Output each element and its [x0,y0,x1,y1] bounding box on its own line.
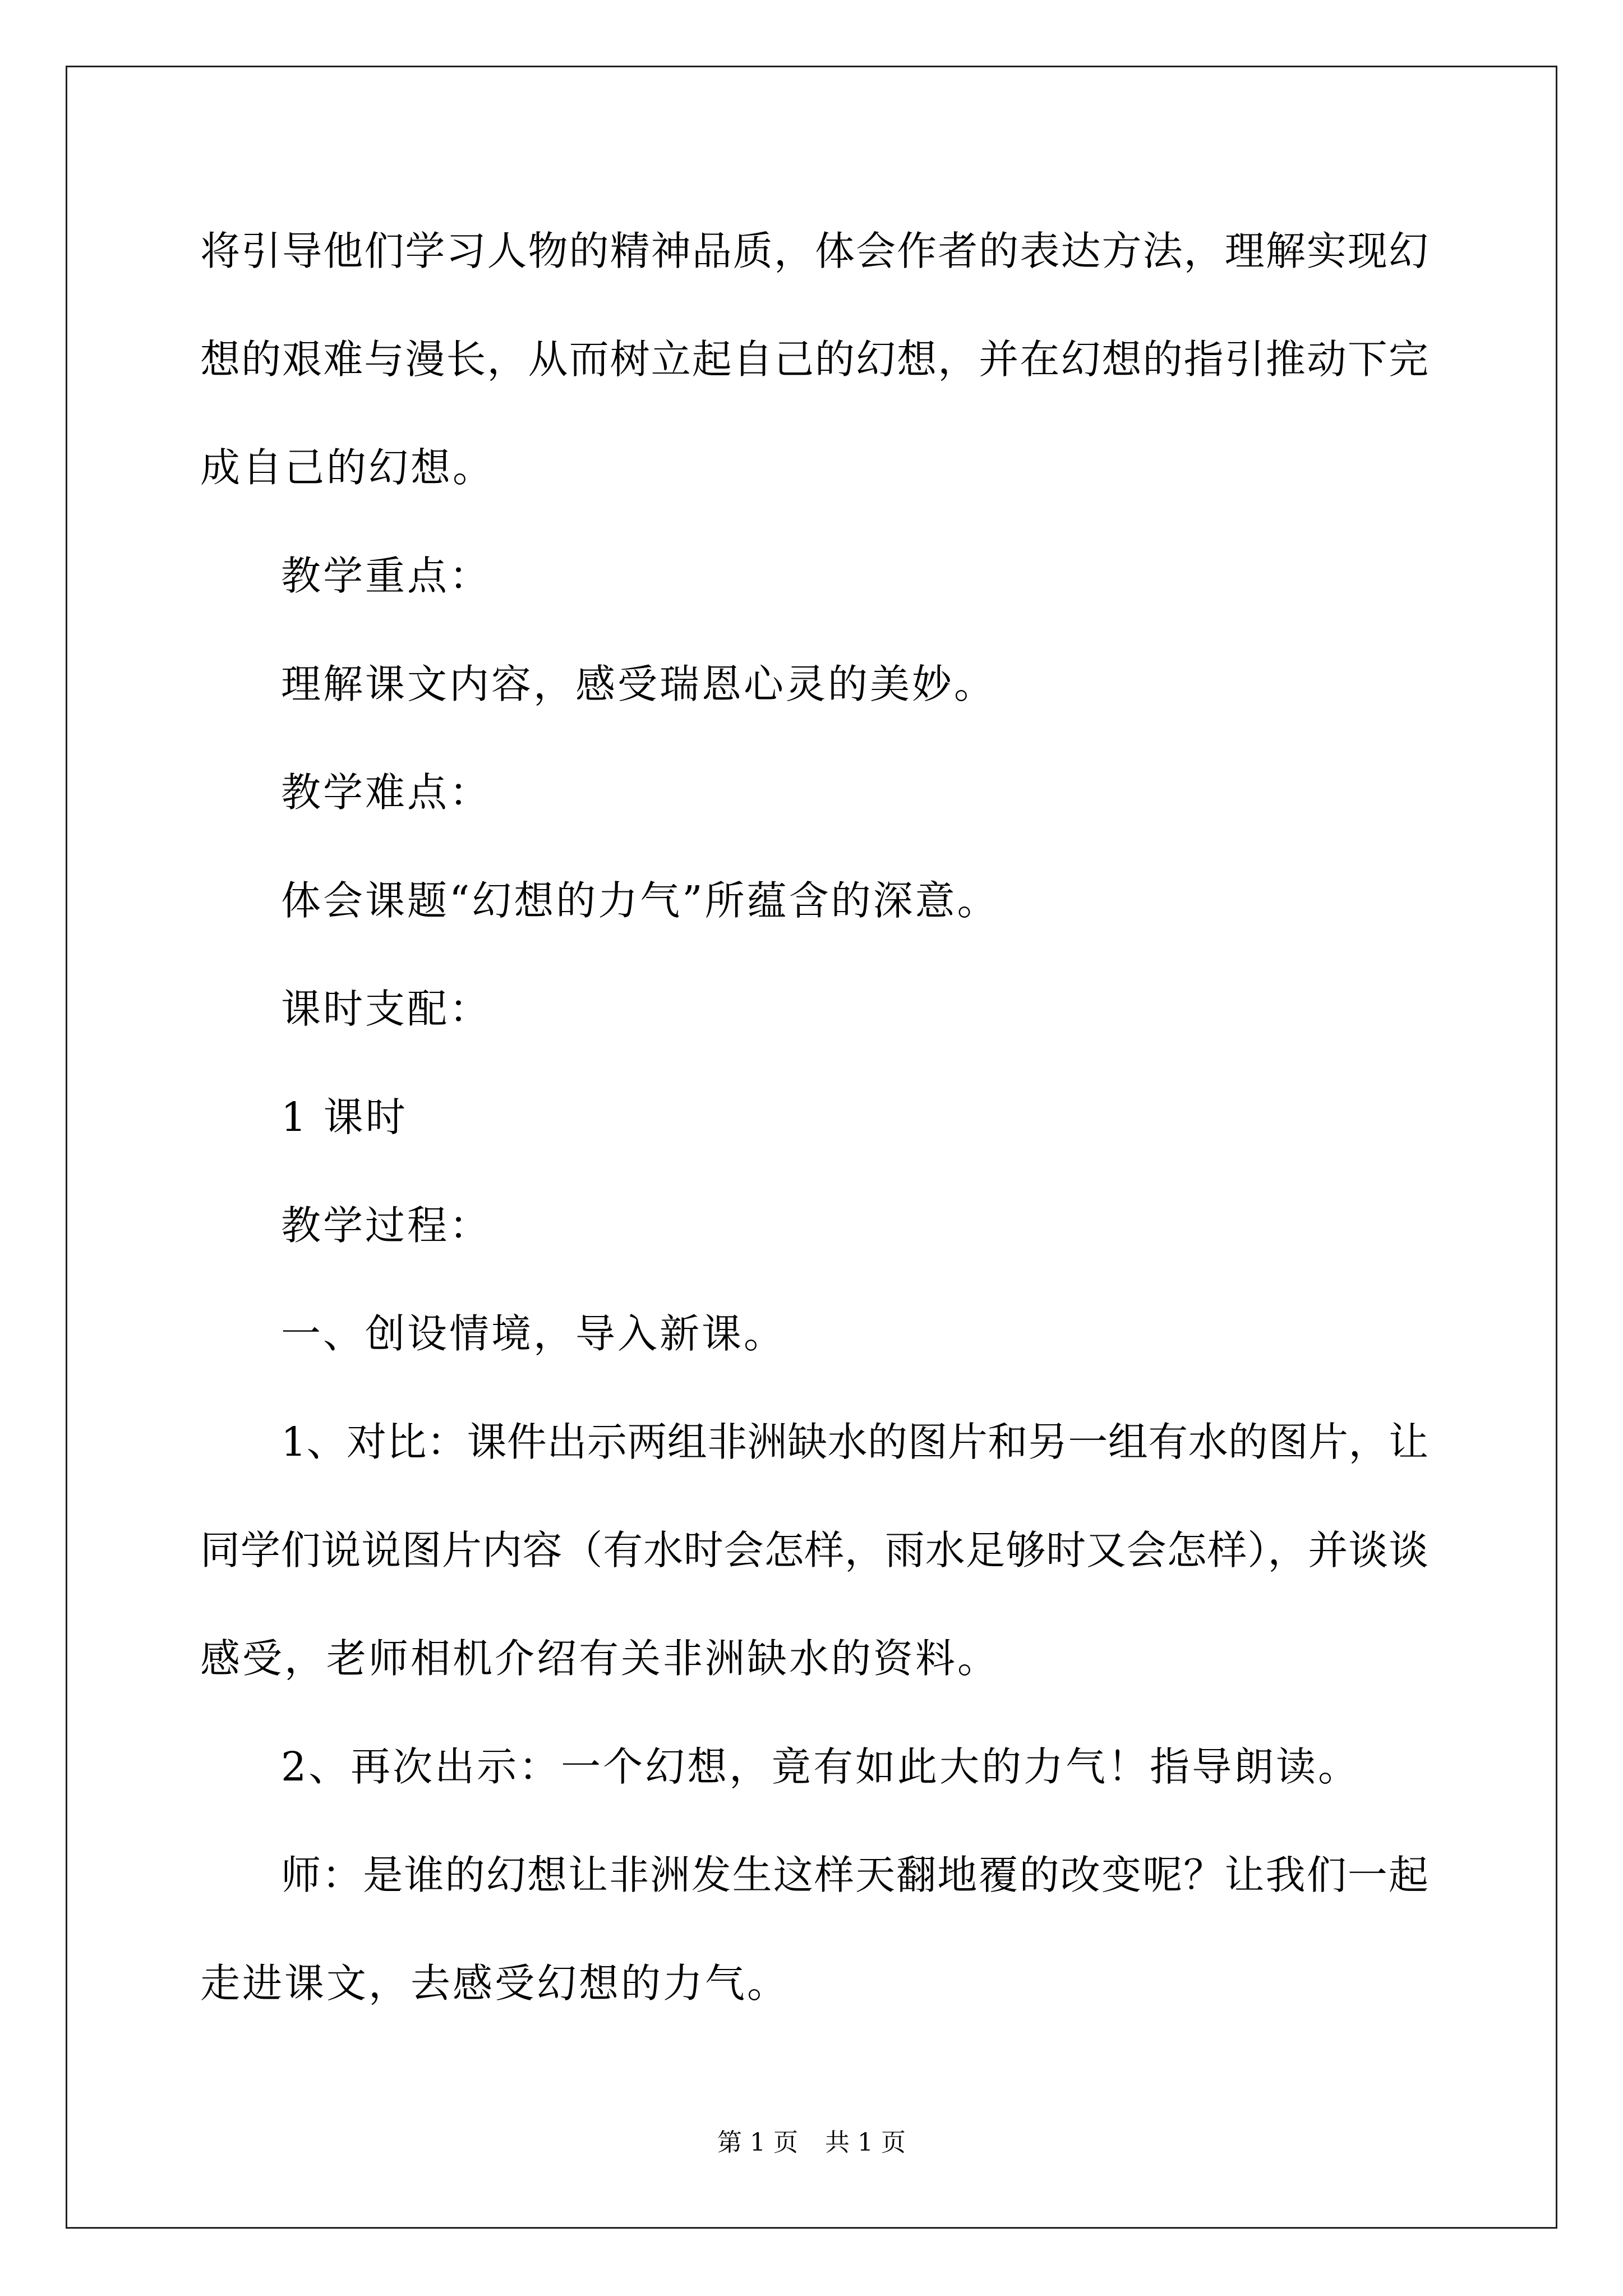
paragraph-line-3: 成自己的幻想。 [200,444,495,491]
item-one-line-2: 同学们说说图片内容（有水时会怎样，雨水足够时又会怎样），并谈谈 [200,1527,1428,1573]
heading-teaching-process: 教学过程： [281,1202,492,1249]
teaching-focus-text: 理解课文内容，感受瑞恩心灵的美妙。 [281,661,997,707]
page-border [66,66,1557,2229]
section-one-heading: 一、创设情境，导入新课。 [281,1310,786,1357]
paragraph-line-1: 将引导他们学习人物的精神品质，体会作者的表达方法，理解实现幻 [200,228,1428,274]
item-two-text: 2、再次出示：一个幻想，竟有如此大的力气！指导朗读。 [281,1743,1361,1790]
paragraph-line-2: 想的艰难与漫长，从而树立起自己的幻想，并在幻想的指引推动下完 [200,336,1428,383]
page-total: 共 1 页 [825,2128,906,2157]
heading-class-hours: 课时支配： [281,986,492,1032]
teaching-difficulty-text: 体会课题“幻想的力气”所蕴含的深意。 [281,877,999,924]
item-one-line-3: 感受，老师相机介绍有关非洲缺水的资料。 [200,1635,1000,1682]
item-one-line-1: 1、对比：课件出示两组非洲缺水的图片和另一组有水的图片，让 [281,1419,1428,1465]
heading-teaching-difficulty: 教学难点： [281,769,492,816]
heading-teaching-focus: 教学重点： [281,553,492,599]
teacher-line-1: 师：是谁的幻想让非洲发生这样天翻地覆的改变呢？让我们一起 [281,1852,1428,1898]
class-hours-text: 1 课时 [281,1094,408,1140]
teacher-line-2: 走进课文，去感受幻想的力气。 [200,1960,790,2007]
page-number: 第 1 页 [717,2128,798,2157]
page-footer [0,2128,1623,2157]
